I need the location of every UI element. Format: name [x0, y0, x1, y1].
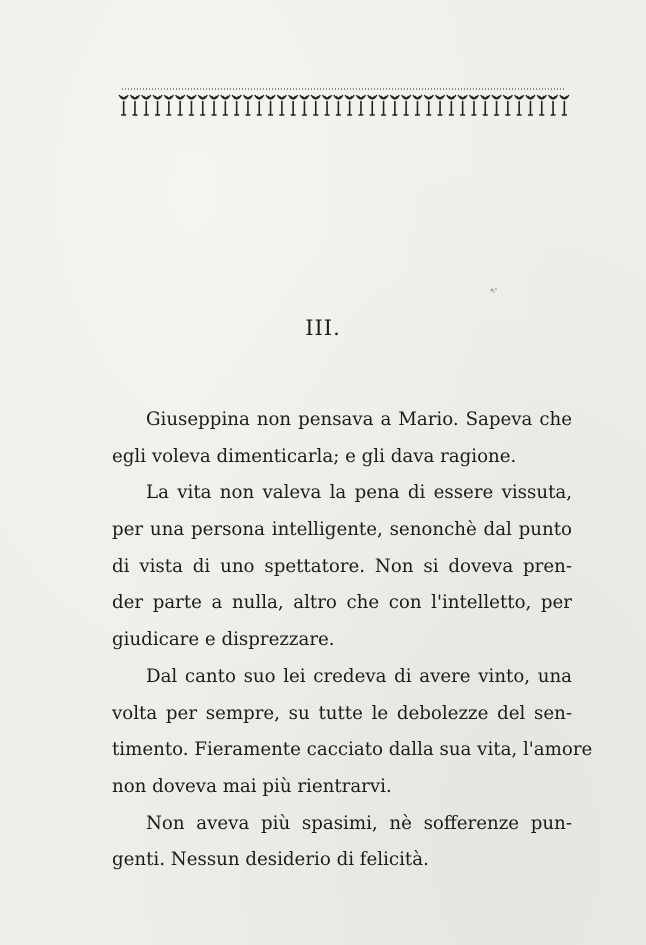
text-line: La vita non valeva la pena di essere vissuta, [146, 482, 572, 504]
text-line: genti. Nessun desiderio di felicità. [112, 849, 429, 871]
paragraph [112, 475, 572, 658]
ornament-motif [323, 95, 332, 115]
chapter-heading: III. [305, 316, 341, 340]
ornament-motif [379, 95, 388, 115]
ornament-motif [345, 95, 354, 115]
ornament-motif [153, 95, 162, 115]
ornament-motif [549, 95, 558, 115]
ornament-motif [176, 95, 185, 115]
text-line: Giuseppina non pensava a Mario. Sapeva che [146, 409, 572, 430]
ornament-motif [503, 95, 512, 115]
ornament-motif [277, 95, 286, 115]
paragraph [112, 806, 572, 879]
ornament-motif [255, 95, 264, 115]
ornament-motif [526, 95, 535, 115]
ornament-motif [447, 95, 456, 115]
ornament-motif [537, 95, 546, 115]
ornament-motif [469, 95, 478, 115]
ornament-motif [436, 95, 445, 115]
ornament-motif [368, 95, 377, 115]
ornament-motif [402, 95, 411, 115]
ornament-motif [130, 95, 139, 115]
paragraph [112, 402, 572, 475]
ornament-motif [187, 95, 196, 115]
decorative-ornament-band [118, 86, 570, 120]
ornament-motif [413, 95, 422, 115]
ornament-motif [560, 95, 569, 115]
ornament-motif [289, 95, 298, 115]
ornament-motif [334, 95, 343, 115]
text-line: Non aveva più spasimi, nè sofferenze pun- [146, 812, 572, 834]
ornament-motif [164, 95, 173, 115]
ornament-motif [243, 95, 252, 115]
ornament-motif [311, 95, 320, 115]
ornament-motif [424, 95, 433, 115]
ornament-motif [119, 95, 128, 115]
text-line: volta per sempre, su tutte le debolezze del sen- [112, 702, 572, 724]
ornament-motif [300, 95, 309, 115]
text-line: di vista di uno spettatore. Non si doveva pren- [112, 555, 572, 577]
text-line: per una persona intelligente, senonchè dal punto [112, 519, 572, 541]
text-line: non doveva mai più rientrarvi. [112, 775, 392, 797]
text-line: giudicare e disprezzare. [112, 629, 335, 651]
ornament-motif [458, 95, 467, 115]
text-line: egli voleva dimenticarla; e gli dava ragione. [112, 445, 517, 467]
text-line: Dal canto suo lei credeva di avere vinto, una [146, 665, 572, 687]
ornament-motif [515, 95, 524, 115]
paragraph [112, 659, 593, 806]
text-line: der parte a nulla, altro che con l'intelletto, per [112, 592, 572, 614]
ornament-motif [198, 95, 207, 115]
ornament-motif [210, 95, 219, 115]
ornament-motif [390, 95, 399, 115]
ornament-motif [492, 95, 501, 115]
ornament-motif [142, 95, 151, 115]
ink-speck [486, 284, 502, 296]
text-line: timento. Fieramente cacciato dalla sua vita, l'amore [112, 739, 593, 761]
ornament-motif [221, 95, 230, 115]
ornament-motif [481, 95, 490, 115]
ornament-motif [232, 95, 241, 115]
ornament-motif [356, 95, 365, 115]
ornament-motif [266, 95, 275, 115]
chapter-body [112, 402, 593, 879]
